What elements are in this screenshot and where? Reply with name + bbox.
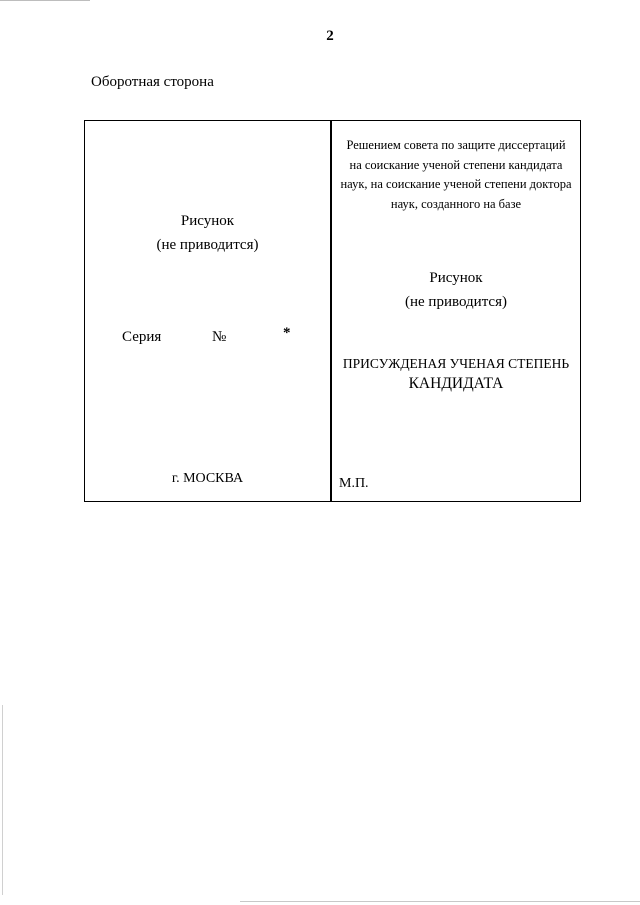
degree-line-2: КАНДИДАТА	[408, 375, 504, 392]
series-row	[85, 325, 330, 349]
series-label: Серия	[122, 329, 162, 345]
city-label: г. МОСКВА	[171, 471, 244, 486]
asterisk-mark: *	[283, 325, 291, 341]
diploma-form-box	[84, 120, 581, 502]
council-line: Решением совета по защите диссертаций	[346, 138, 566, 152]
right-figure-note: (не приводится)	[405, 294, 507, 310]
left-panel	[85, 121, 330, 501]
right-panel	[332, 121, 580, 501]
stamp-placeholder: М.П.	[339, 476, 369, 491]
right-figure-placeholder	[332, 266, 580, 314]
scan-edge-top	[0, 0, 90, 1]
council-line: наук, на соискание ученой степени доктора	[340, 177, 572, 191]
council-line: наук, созданного на базе	[390, 196, 522, 211]
council-decision-text	[332, 136, 580, 214]
side-label: Оборотная сторона	[91, 74, 214, 90]
left-figure-placeholder	[85, 209, 330, 257]
scan-edge-bottom	[240, 901, 640, 902]
degree-line-1: ПРИСУЖДЕНАЯ УЧЕНАЯ СТЕПЕНЬ	[342, 356, 570, 371]
number-sign: №	[212, 329, 227, 345]
right-figure-caption: Рисунок	[429, 270, 483, 286]
page-number: 2	[326, 28, 334, 44]
left-figure-caption: Рисунок	[180, 213, 235, 229]
degree-awarded-text	[332, 354, 580, 394]
scan-edge-left	[2, 705, 3, 895]
council-line: на соискание ученой степени кандидата	[349, 157, 563, 172]
left-figure-note: (не приводится)	[156, 237, 259, 253]
